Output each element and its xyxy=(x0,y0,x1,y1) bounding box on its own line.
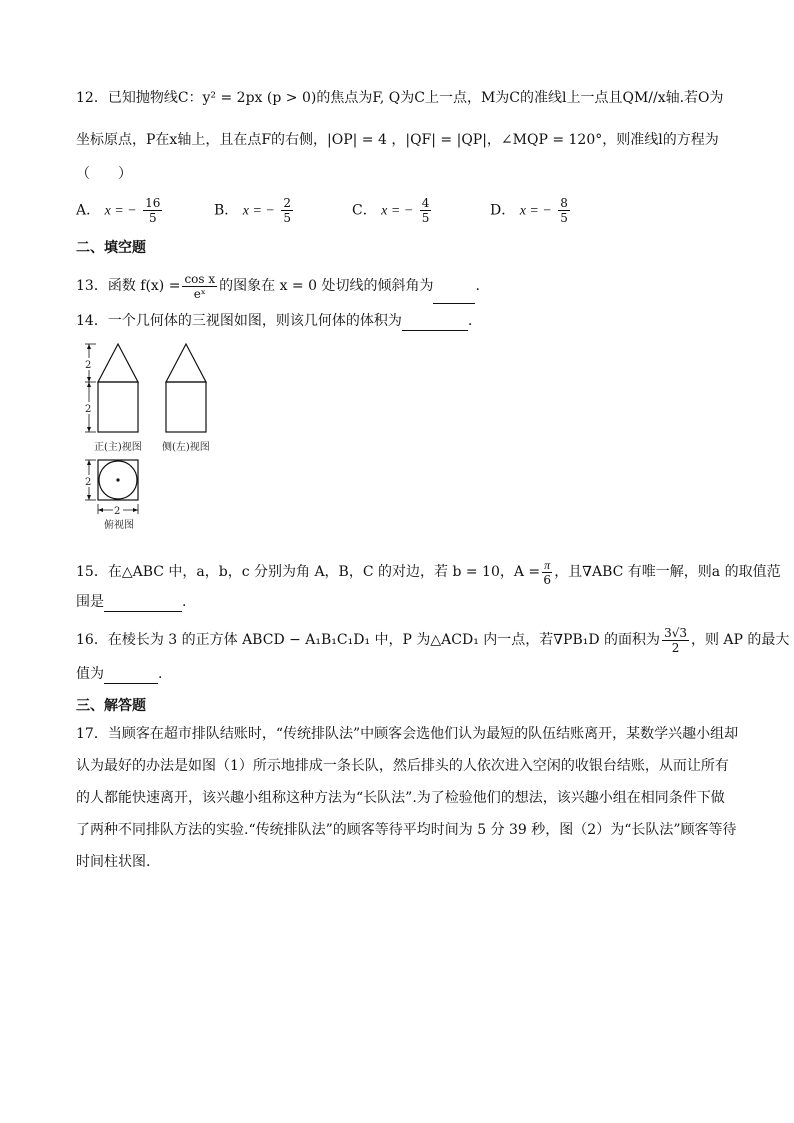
option-a-label: A． xyxy=(76,202,101,219)
q15-end: . xyxy=(182,594,187,610)
option-d-num: 8 xyxy=(560,196,568,210)
front-view xyxy=(98,344,138,432)
q16-pre: 16．在棱长为 3 的正方体 ABCD − A₁B₁C₁D₁ 中，P 为△ACD₁ 内一点，若∇PB₁D 的面积为 xyxy=(76,632,661,648)
q17-line1: 17．当顾客在超市排队结账时，“传统排队法”中顾客会选他们认为最短的队伍结账离开，某数学兴趣小组却 xyxy=(76,726,739,742)
front-dim-lower: 2 xyxy=(85,404,92,415)
q16-den: 2 xyxy=(671,640,680,655)
q16-answer-blank[interactable] xyxy=(104,669,158,684)
front-dim-upper: 2 xyxy=(85,360,92,371)
q13-den: eˣ xyxy=(193,286,206,301)
option-d[interactable] xyxy=(490,196,572,225)
q13 xyxy=(76,268,480,304)
option-a-den: 5 xyxy=(148,211,157,225)
q16-line2-text: 值为 xyxy=(76,666,104,682)
q15-fraction xyxy=(542,558,552,587)
q16-line2 xyxy=(76,664,162,684)
option-a[interactable] xyxy=(76,196,164,225)
q13-num: cos x xyxy=(184,271,216,286)
option-d-den: 5 xyxy=(560,211,568,225)
option-b[interactable] xyxy=(214,196,295,225)
q17-line2: 认为最好的办法是如图（1）所示地排成一条长队，然后排头的人依次进入空闲的收银台结账，从而让所有 xyxy=(76,758,729,774)
option-d-fraction xyxy=(558,196,570,225)
top-dim-side: 2 xyxy=(85,477,92,488)
q15-answer-blank[interactable] xyxy=(104,597,182,612)
q16-post: ，则 AP 的最大 xyxy=(690,632,790,648)
side-view-label: 侧(左)视图 xyxy=(162,442,210,453)
q15-pre: 15．在△ABC 中，a，b，c 分别为角 A，B，C 的对边，若 b = 10，A = xyxy=(76,564,541,580)
q15-line2 xyxy=(76,592,186,612)
section-fill-in-title: 二、填空题 xyxy=(76,240,146,256)
option-d-prefix: x = − xyxy=(519,203,552,219)
q16-fraction xyxy=(662,626,689,655)
option-b-den: 5 xyxy=(283,211,291,225)
option-c-label: C． xyxy=(352,202,377,219)
top-view-label: 俯视图 xyxy=(104,520,134,531)
q14-answer-blank[interactable] xyxy=(402,316,468,331)
option-c-prefix: x = − xyxy=(381,203,414,219)
q14 xyxy=(76,311,472,331)
front-dimension-lines xyxy=(85,344,96,432)
option-a-num: 16 xyxy=(145,196,161,210)
q15-den: 6 xyxy=(543,572,551,587)
q16-line1 xyxy=(76,620,789,660)
side-view xyxy=(166,344,206,432)
q15-num: π xyxy=(544,557,551,572)
option-a-prefix: x = − xyxy=(104,203,137,219)
q17-line3: 的人都能快速离开，该兴趣小组称这种方法为“长队法”.为了检验他们的想法，该兴趣小组在相同条件下做 xyxy=(76,790,725,806)
q14-end: . xyxy=(467,313,473,329)
option-c[interactable] xyxy=(352,196,433,225)
q14-text: 14．一个几何体的三视图如图，则该几何体的体积为 xyxy=(76,313,402,329)
q12-line2: 坐标原点，P在x轴上，且在点F的右侧，|OP| = 4 ，|QF| = |QP|，∠MQP = 120°，则准线l的方程为 xyxy=(76,132,719,148)
q12-paren: （ ） xyxy=(76,166,132,182)
q17-line4: 了两种不同排队方法的实验.“传统排队法”的顾客等待平均时间为 5 分 39 秒，图（2）为“长队法”顾客等待 xyxy=(76,822,737,838)
q17-line5: 时间柱状图. xyxy=(76,854,151,870)
q15-line1 xyxy=(76,554,781,590)
option-c-den: 5 xyxy=(421,211,430,225)
option-b-prefix: x = − xyxy=(242,203,275,219)
front-view-label: 正(主)视图 xyxy=(94,442,142,453)
option-c-fraction xyxy=(420,196,432,225)
q16-end: . xyxy=(158,666,163,682)
option-a-fraction xyxy=(143,196,162,225)
top-view-center-dot xyxy=(116,478,119,481)
q15-line2-text: 围是 xyxy=(76,594,104,610)
q13-pre: 13．函数 f(x) = xyxy=(76,278,181,294)
q13-post: 的图象在 x = 0 处切线的倾斜角为 xyxy=(219,278,434,294)
option-c-num: 4 xyxy=(421,196,430,210)
top-dim-bottom: 2 xyxy=(114,506,121,517)
section-answer-title: 三、解答题 xyxy=(76,698,146,714)
option-b-label: B． xyxy=(214,202,239,219)
q15-post: ，且∇ABC 有唯一解，则a 的取值范 xyxy=(554,564,781,580)
q13-answer-blank[interactable] xyxy=(433,289,475,304)
q13-end: . xyxy=(475,278,480,294)
option-b-fraction xyxy=(281,196,293,225)
q16-num: 3√3 xyxy=(664,625,687,640)
option-b-num: 2 xyxy=(283,196,291,210)
three-view-figure xyxy=(76,338,236,538)
q12-options xyxy=(76,196,716,232)
option-d-label: D． xyxy=(490,202,516,219)
q13-fraction xyxy=(182,272,217,301)
q12-line1: 12．已知抛物线C：y² = 2px (p > 0)的焦点为F, Q为C上一点，M为C的准线l上一点且QM//x轴.若O为 xyxy=(76,90,724,106)
